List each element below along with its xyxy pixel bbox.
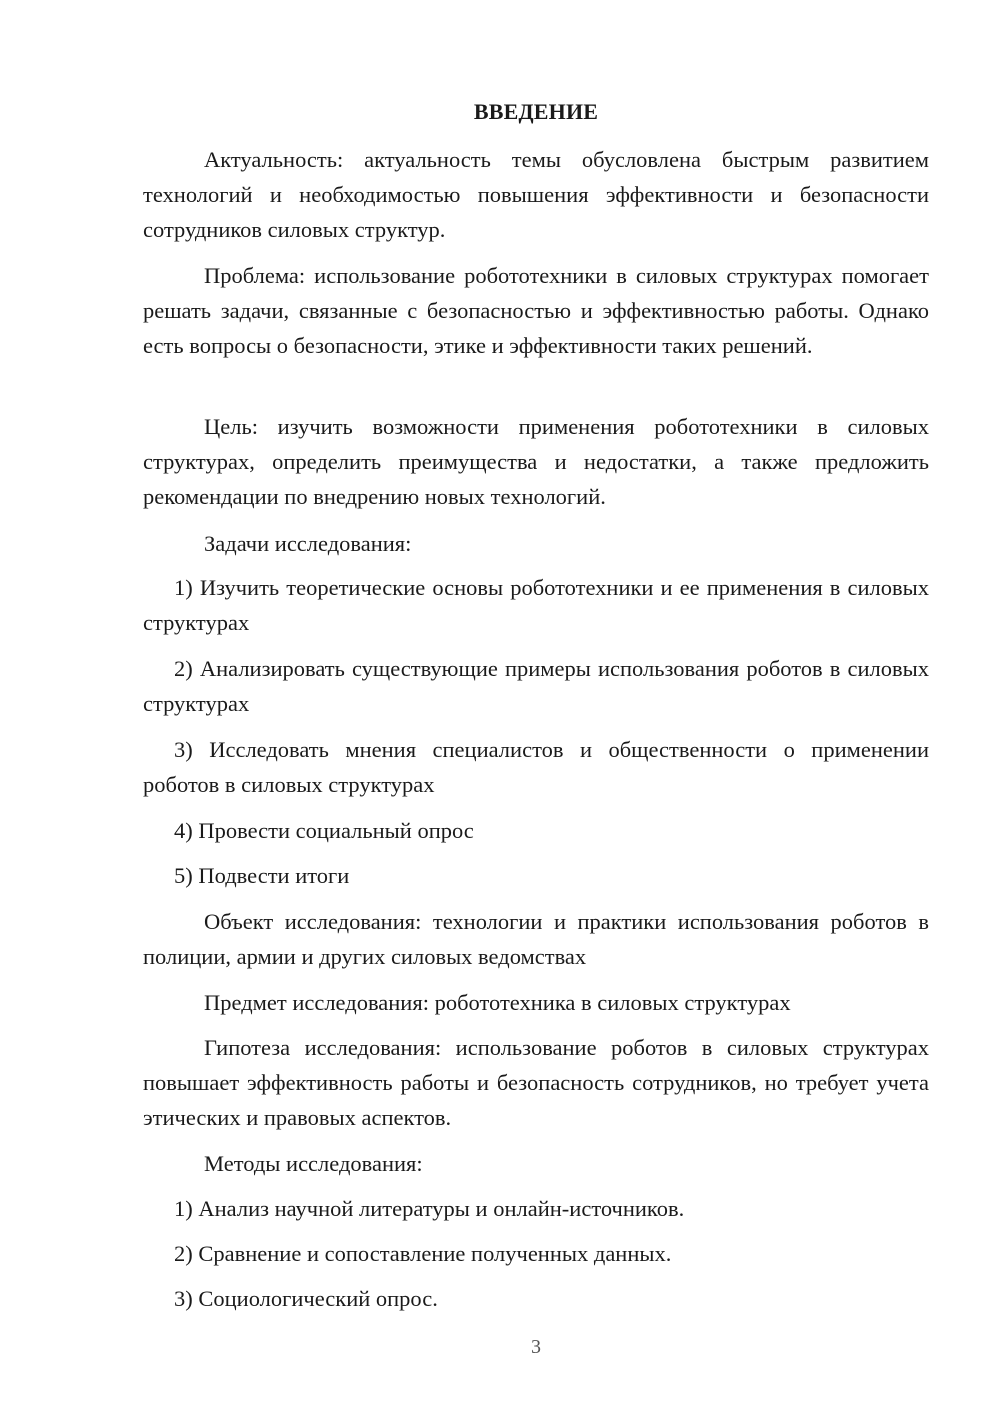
task-item-3: 3) Исследовать мнения специалистов и общественности о применении роботов в силовых структурах xyxy=(143,737,929,797)
task-item-4: 4) Провести социальный опрос xyxy=(174,818,474,843)
method-item-2: 2) Сравнение и сопоставление полученных данных. xyxy=(174,1241,672,1266)
methods-heading: Методы исследования: xyxy=(204,1151,423,1176)
task-item-1: 1) Изучить теоретические основы робототехники и ее применения в силовых структурах xyxy=(143,575,929,635)
page-number: 3 xyxy=(531,1336,541,1358)
section-title: ВВЕДЕНИЕ xyxy=(473,99,599,124)
object-paragraph: Объект исследования: технологии и практики использования роботов в полиции, армии и других силовых ведомствах xyxy=(143,909,929,969)
method-item-3: 3) Социологический опрос. xyxy=(174,1286,438,1311)
goal-paragraph: Цель: изучить возможности применения робототехники в силовых структурах, определить преимущества и недостатки, а также предложить рекомендации по внедрению новых технологий. xyxy=(143,414,929,509)
relevance-paragraph: Актуальность: актуальность темы обусловлена быстрым развитием технологий и необходимостью повышения эффективности и безопасности сотрудников силовых структур. xyxy=(143,147,929,242)
method-item-1: 1) Анализ научной литературы и онлайн-источников. xyxy=(174,1196,685,1221)
task-item-2: 2) Анализировать существующие примеры использования роботов в силовых структурах xyxy=(143,656,929,716)
task-item-5: 5) Подвести итоги xyxy=(174,863,350,888)
subject-paragraph: Предмет исследования: робототехника в силовых структурах xyxy=(204,990,791,1015)
problem-paragraph: Проблема: использование робототехники в силовых структурах помогает решать задачи, связанные с безопасностью и эффективностью работы. Однако есть вопросы о безопасности, этике и эффективности таких решений. xyxy=(143,263,929,358)
tasks-heading: Задачи исследования: xyxy=(204,531,412,556)
hypothesis-paragraph: Гипотеза исследования: использование роботов в силовых структурах повышает эффективность работы и безопасность сотрудников, но требует учета этических и правовых аспектов. xyxy=(143,1035,929,1130)
